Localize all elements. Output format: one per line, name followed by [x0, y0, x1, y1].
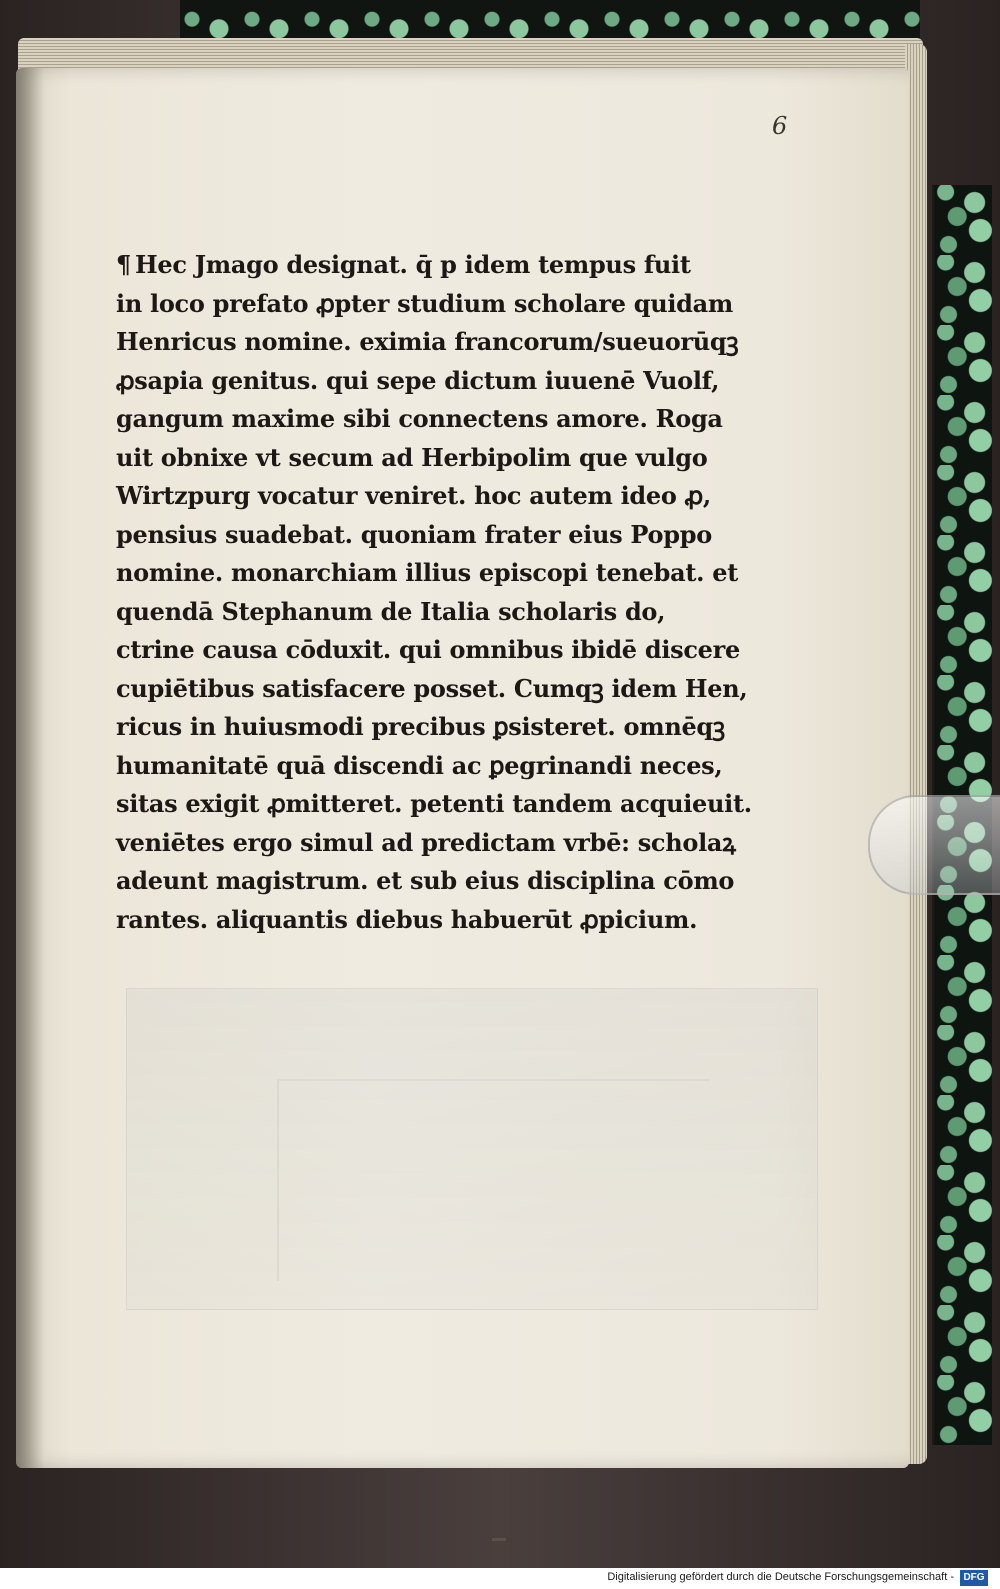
text-line: pensius suadebat. quoniam frater eius Poppo — [116, 519, 712, 549]
gutter-shadow — [16, 68, 44, 1468]
text-line: quendā Stephanum de Italia scholaris do, — [116, 596, 666, 626]
footer-credit: Digitalisierung gefördert durch die Deutsche Forschungsgemeinschaft - — [607, 1571, 954, 1583]
text-line: veniētes ergo simul ad predictam vrbē: scholaꝝ — [116, 827, 736, 857]
text-line: ¶ Hec Jmago designat. q̄ p idem tempus fuit — [116, 250, 691, 279]
text-line: Wirtzpurg vocatur veniret. hoc autem ideo ꝓ, — [116, 481, 711, 510]
text-line: in loco prefato ꝓpter studium scholare quidam — [116, 288, 734, 318]
text-line: sitas exigit ꝓmitteret. petenti tandem acquieuit. — [116, 789, 752, 818]
dfg-logo: DFG — [960, 1570, 988, 1586]
signature-dash — [492, 1538, 506, 1541]
footer-bar — [0, 1568, 1000, 1589]
text-line: nomine. monarchiam illius episcopi tenebat. et — [116, 558, 739, 587]
page-clip — [868, 795, 1000, 895]
text-block — [116, 246, 836, 939]
text-line: ricus in huiusmodi precibus ꝑsisteret. omnēqꝫ — [116, 712, 725, 741]
text-line: humanitatē quā discendi ac ꝑegrinandi neces, — [116, 750, 723, 780]
folio-number: 6 — [772, 112, 788, 140]
text-line: gangum maxime sibi connectens amore. Roga — [116, 404, 723, 433]
woodcut-showthrough — [126, 988, 818, 1310]
text-line: rantes. aliquantis diebus habuerūt ꝓpicium. — [116, 904, 698, 934]
text-line: uit obnixe vt secum ad Herbipolim que vulgo — [116, 442, 708, 472]
text-line: ctrine causa cōduxit. qui omnibus ibidē discere — [116, 635, 740, 664]
text-line: cupiētibus satisfacere posset. Cumqꝫ idem Hen, — [116, 673, 748, 703]
book-page — [16, 68, 909, 1468]
pilcrow-mark: ¶ — [116, 250, 131, 279]
text-line: ꝓsapia genitus. qui sepe dictum iuuenē Vuolf, — [116, 365, 720, 395]
text-line: adeunt magistrum. et sub eius disciplina cōmo — [116, 866, 735, 895]
text-line: Henricus nomine. eximia francorum/sueuorūqꝫ — [116, 327, 739, 356]
